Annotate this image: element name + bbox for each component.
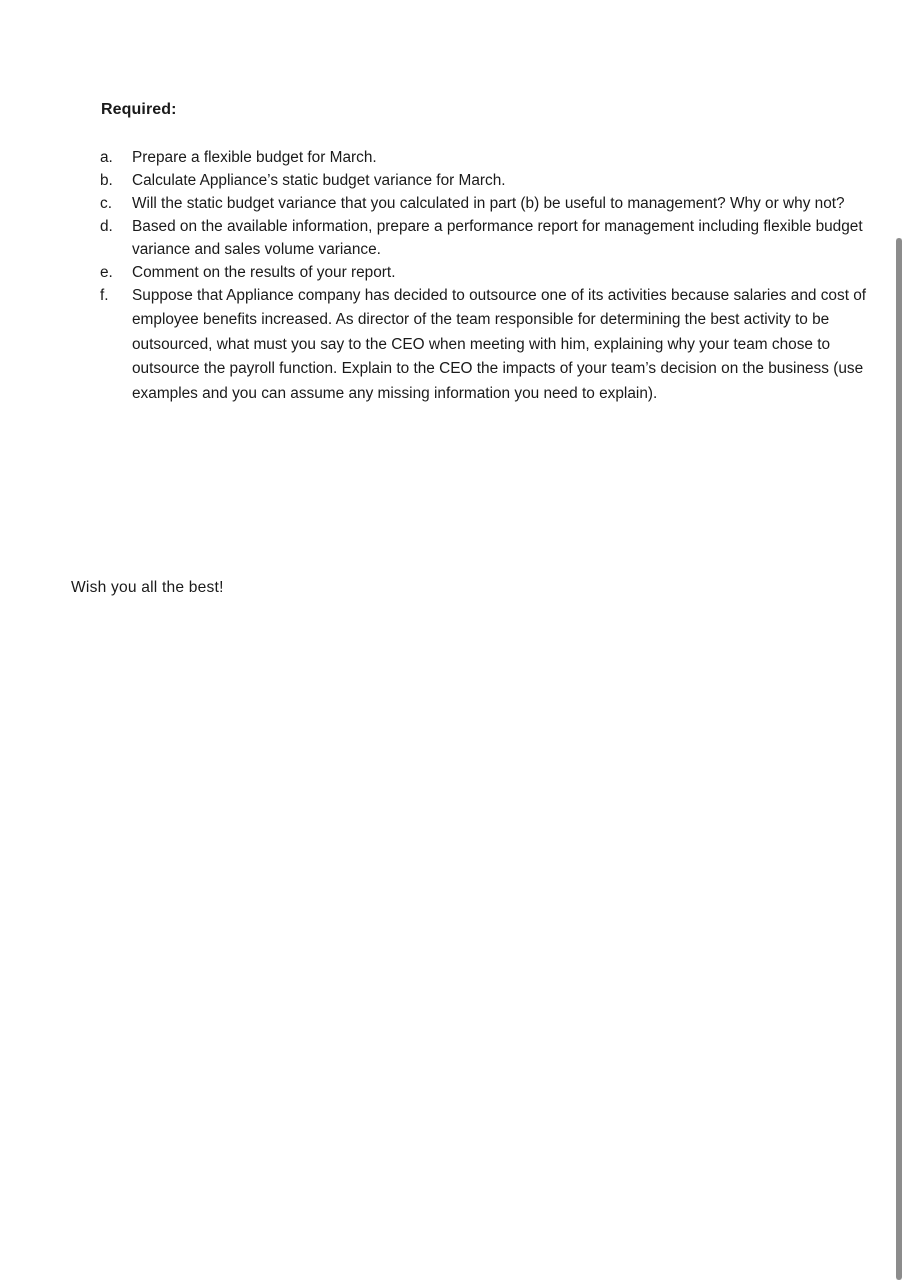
item-marker: d. [100,218,113,235]
item-text: Calculate Appliance’s static budget variance for March. [132,172,506,189]
requirement-item-b [98,169,868,192]
scrollbar-thumb[interactable] [896,238,902,1280]
required-heading: Required: [101,101,177,118]
item-text: Based on the available information, prepare a performance report for management including flexible budget variance and sales volume variance. [132,218,863,258]
item-marker: c. [100,195,112,212]
item-text: Suppose that Appliance company has decided to outsource one of its activities because salaries and cost of employee benefits increased. As director of the team responsible for determining the best activity to be outsourced, what must you say to the CEO when meeting with him, explaining why your team chose to outsource the payroll function. Explain to the CEO the impacts of your team’s decision on the business (use examples and you can assume any missing information you need to explain). [132,287,867,402]
requirement-item-a [98,146,868,169]
item-marker: a. [100,149,113,166]
requirements-list [98,146,868,406]
requirement-item-f [98,284,868,406]
item-marker: f. [100,287,109,304]
requirement-item-e [98,261,868,284]
item-text: Will the static budget variance that you calculated in part (b) be useful to management? Why or why not? [132,195,845,212]
requirement-item-d [98,215,868,261]
requirement-item-c [98,192,868,215]
item-marker: e. [100,264,113,281]
closing-remark: Wish you all the best! [71,579,224,596]
item-text: Comment on the results of your report. [132,264,396,281]
item-text: Prepare a flexible budget for March. [132,149,377,166]
item-marker: b. [100,172,113,189]
vertical-scrollbar[interactable] [896,238,902,1280]
